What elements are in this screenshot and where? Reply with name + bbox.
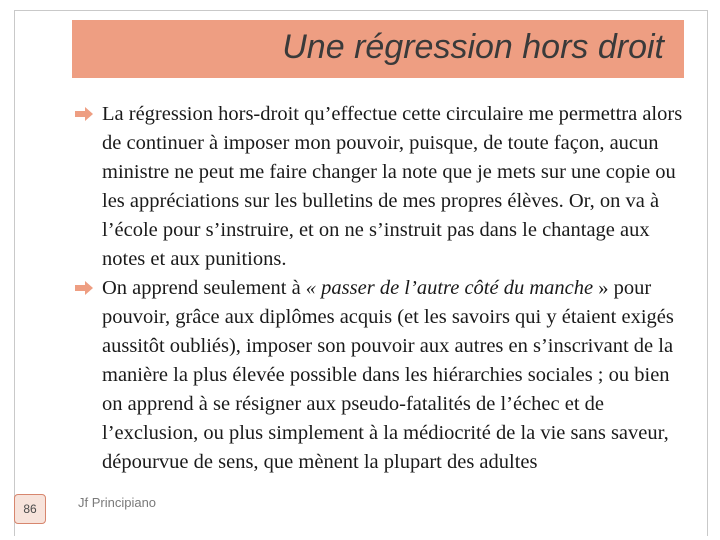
title-bar <box>72 20 684 78</box>
arrow-bullet-icon <box>74 279 94 297</box>
paragraph-1-text: La régression hors-droit qu’effectue cette circulaire me permettra alors de continuer à imposer mon pouvoir, puisque, de toute façon, aucun ministre ne peut me faire changer la note que je mets sur une copie ou les appréciations sur les bulletins de mes propres élèves. Or, on va à l’école pour s’instruire, et on ne s’instruit pas dans le chantage aux notes et aux punitions. <box>102 103 683 270</box>
page-number: 86 <box>14 494 46 524</box>
paragraph-2-start: On apprend seulement à <box>102 277 306 299</box>
frame-line-right <box>707 10 708 536</box>
arrow-bullet-icon <box>74 105 94 123</box>
bullet-paragraph-2 <box>74 274 686 477</box>
frame-line-top <box>14 10 708 11</box>
frame-line-left <box>14 10 15 536</box>
paragraph-2-quote: « passer de l’autre côté du manche <box>305 277 594 299</box>
paragraph-2-end: » pour pouvoir, grâce aux diplômes acquis (et les savoirs qui y étaient exigés aussitôt oubliés), imposer son pouvoir aux autres en s’inscrivant de la manière la plus élevée possible dans les hiérarchies sociales ; ou bien on apprend à se résigner aux pseudo-fatalités de l’échec et de l’exclusion, ou plus simplement à la médiocrité de la vie sans saveur, dépourvue de sens, que mènent la plupart des adultes <box>102 277 674 473</box>
slide-title: Une régression hors droit <box>282 28 664 66</box>
slide-body <box>74 100 686 477</box>
footer-author: Jf Principiano <box>78 495 157 510</box>
bullet-paragraph-1 <box>74 100 686 274</box>
